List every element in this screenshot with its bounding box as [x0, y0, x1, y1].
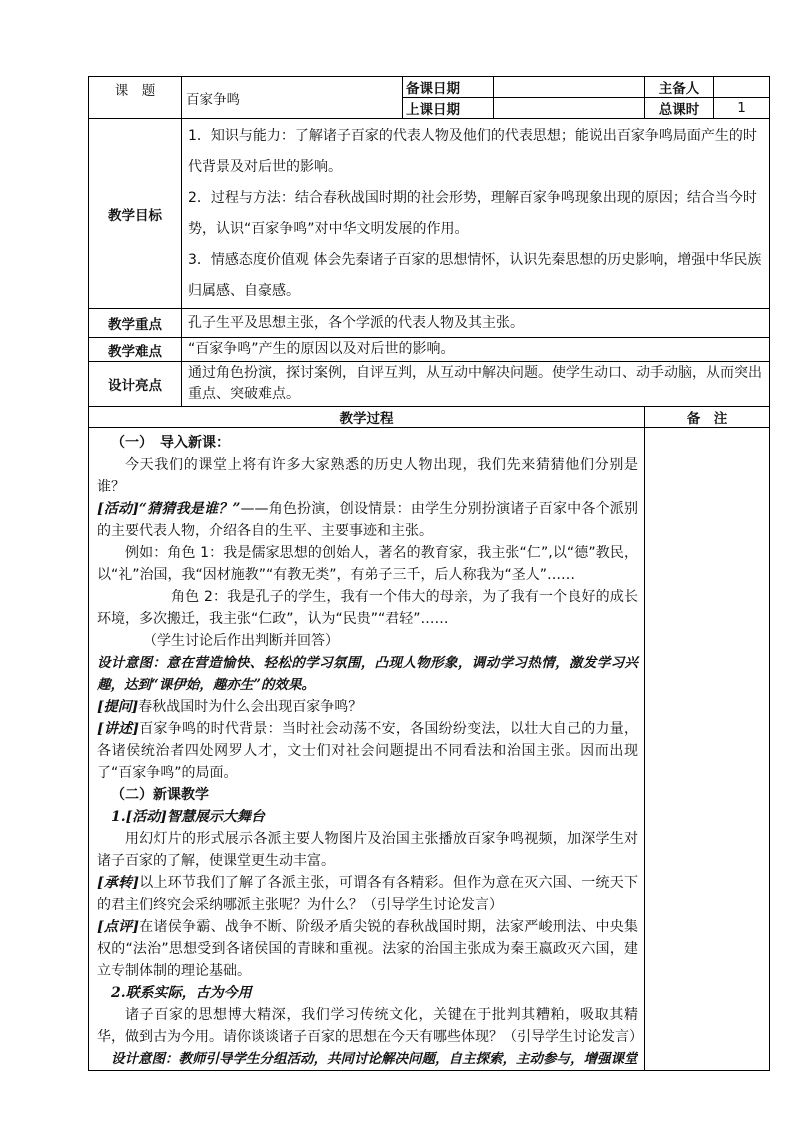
paragraph — [97, 872, 638, 916]
paragraph — [97, 916, 638, 982]
section-title: （二）新课教学 — [111, 787, 209, 803]
class-date-label: 上课日期 — [403, 98, 494, 119]
total-hours-label: 总课时 — [645, 98, 714, 119]
paragraph: 角色 2：我是孔子的学生，我有一个伟大的母亲，为了我有一个良好的成长环境，多次搬迁，我主张“仁政”，认为“民贵”“君轻”…… — [97, 589, 638, 627]
key-points-value: 孔子生平及思想主张，各个学派的代表人物及其主张。 — [182, 309, 770, 338]
main-preparer-value — [714, 77, 770, 98]
paragraph-text: 春秋战国时为什么会出现百家争鸣？ — [138, 699, 363, 715]
paragraph — [97, 718, 638, 784]
comment-tag: [点评] — [97, 919, 140, 935]
key-points-label: 教学重点 — [89, 309, 182, 338]
design-intent: 设计意图：教师引导学生分组活动，共同讨论解决问题，自主探索，主动参与，增强课堂 — [111, 1051, 638, 1067]
paragraph-text: 百家争鸣的时代背景：当时社会动荡不安，各国纷纷变法，以壮大自己的力量，各诸侯统治者四处网罗人才，文士们对社会问题提出不同看法和治国主张。因而出现了“百家争鸣”的局面。 — [97, 721, 639, 781]
class-date-value — [494, 98, 645, 119]
design-intent: 设计意图：意在营造愉快、轻松的学习氛围，凸现人物形象，调动学习热情，激发学习兴趣，达到“课伊始，趣亦生”的效果。 — [97, 655, 638, 693]
paragraph-text: ——角色扮演，创设情景：由学生分别扮演诸子百家中各个派别的主要代表人物，介绍各自的生平、主要事迹和主张。 — [97, 501, 639, 539]
subsection-title: 2.联系实际，古为今用 — [111, 985, 252, 1001]
paragraph: 用幻灯片的形式展示各派主要人物图片及治国主张播放百家争鸣视频，加深学生对诸子百家的了解，使课堂更生动丰富。 — [97, 831, 638, 869]
difficulties-label: 教学难点 — [89, 338, 182, 362]
paragraph: 例如：角色 1：我是儒家思想的创始人，著名的教育家，我主张“仁”,以“德”教民，以“礼”治国，我“因材施教”“有教无类”，有弟子三千，后人称我为“圣人”…… — [97, 545, 638, 583]
question-tag: [提问] — [97, 699, 139, 715]
paragraph-text: 以上环节我们了解了各派主张，可谓各有各精彩。但作为意在灭六国、一统天下的君主们终究会采纳哪派主张呢？为什么？（引导学生讨论发言） — [97, 875, 639, 913]
process-header: 教学过程 — [89, 407, 645, 428]
narration-tag: [讲述] — [97, 721, 140, 737]
paragraph — [97, 498, 638, 542]
prep-date-label: 备课日期 — [403, 77, 494, 98]
paragraph: （学生讨论后作出判断并回答） — [143, 633, 339, 649]
prep-date-value — [494, 77, 645, 98]
subsection-title: 1.[活动]智慧展示大舞台 — [111, 809, 265, 825]
goal-item: 3．情感态度价值观 体会先秦诸子百家的思想情怀，认识先秦思想的历史影响，增强中华民族归属感、自豪感。 — [188, 251, 762, 299]
goal-item: 1．知识与能力：了解诸子百家的代表人物及他们的代表思想；能说出百家争鸣局面产生的时代背景及对后世的影响。 — [188, 127, 757, 175]
topic-label: 课 题 — [89, 77, 182, 119]
paragraph-text: 在诸侯争霸、战争不断、阶级矛盾尖锐的春秋战国时期，法家严峻刑法、中央集权的“法治”思想受到各诸侯国的青睐和重视。法家的治国主张成为秦王嬴政灭六国，建立专制体制的理论基础。 — [97, 919, 639, 979]
paragraph — [97, 696, 638, 718]
process-content — [89, 428, 645, 1071]
main-preparer-label: 主备人 — [645, 77, 714, 98]
total-hours-value: 1 — [714, 98, 770, 119]
paragraph: 今天我们的课堂上将有许多大家熟悉的历史人物出现，我们先来猜猜他们分别是谁？ — [97, 457, 638, 495]
notes-header: 备 注 — [645, 407, 770, 428]
activity-tag: [活动]“猜猜我是谁？” — [97, 501, 241, 517]
goal-item: 2．过程与方法：结合春秋战国时期的社会形势，理解百家争鸣现象出现的原因；结合当今时势，认识“百家争鸣”对中华文明发展的作用。 — [188, 189, 757, 237]
lesson-plan-table — [88, 76, 770, 1071]
section-title: （一） 导入新课： — [111, 435, 230, 451]
notes-cell — [645, 428, 770, 1071]
difficulties-value: “百家争鸣”产生的原因以及对后世的影响。 — [182, 338, 770, 362]
transition-tag: [承转] — [97, 875, 140, 891]
highlights-value: 通过角色扮演，探讨案例，自评互判，从互动中解决问题。使学生动口、动手动脑，从而突出重点、突破难点。 — [182, 362, 770, 407]
paragraph: 诸子百家的思想博大精深，我们学习传统文化，关键在于批判其糟粕，吸取其精华，做到古为今用。请你谈谈诸子百家的思想在今天有哪些体现？（引导学生讨论发言） — [97, 1007, 643, 1045]
goals-content — [182, 119, 770, 309]
highlights-label: 设计亮点 — [89, 362, 182, 407]
topic-value: 百家争鸣 — [182, 77, 403, 119]
goals-label: 教学目标 — [89, 119, 182, 309]
